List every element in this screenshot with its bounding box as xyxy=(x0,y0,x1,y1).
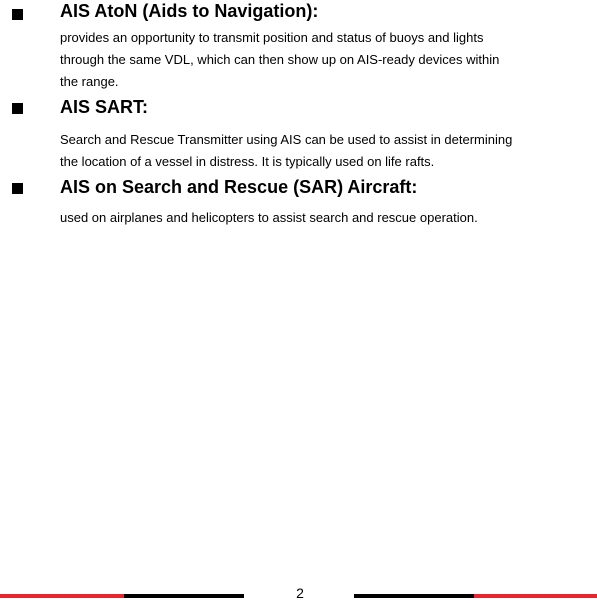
description-line: through the same VDL, which can then show up on AIS-ready devices within xyxy=(60,52,500,67)
footer-rule-right-red xyxy=(474,594,597,598)
footer-rule-left-black xyxy=(124,594,244,598)
description-line: provides an opportunity to transmit position and status of buoys and lights xyxy=(60,30,484,45)
description-line: Search and Rescue Transmitter using AIS can be used to assist in determining xyxy=(60,132,513,147)
footer-rule-right-black xyxy=(354,594,474,598)
description-line: the location of a vessel in distress. It is typically used on life rafts. xyxy=(60,154,435,169)
square-bullet-icon xyxy=(12,183,23,194)
page-number: 2 xyxy=(296,585,304,601)
square-bullet-icon xyxy=(12,9,23,20)
section-heading: AIS AtoN (Aids to Navigation): xyxy=(60,1,319,21)
description-line: used on airplanes and helicopters to assist search and rescue operation. xyxy=(60,210,478,225)
section-description xyxy=(60,27,580,93)
section-description xyxy=(60,129,580,173)
section-description xyxy=(60,207,580,229)
section-heading: AIS SART: xyxy=(60,97,149,117)
section-heading: AIS on Search and Rescue (SAR) Aircraft: xyxy=(60,177,418,197)
description-line: the range. xyxy=(60,74,119,89)
footer-rule-left-red xyxy=(0,594,124,598)
square-bullet-icon xyxy=(12,103,23,114)
